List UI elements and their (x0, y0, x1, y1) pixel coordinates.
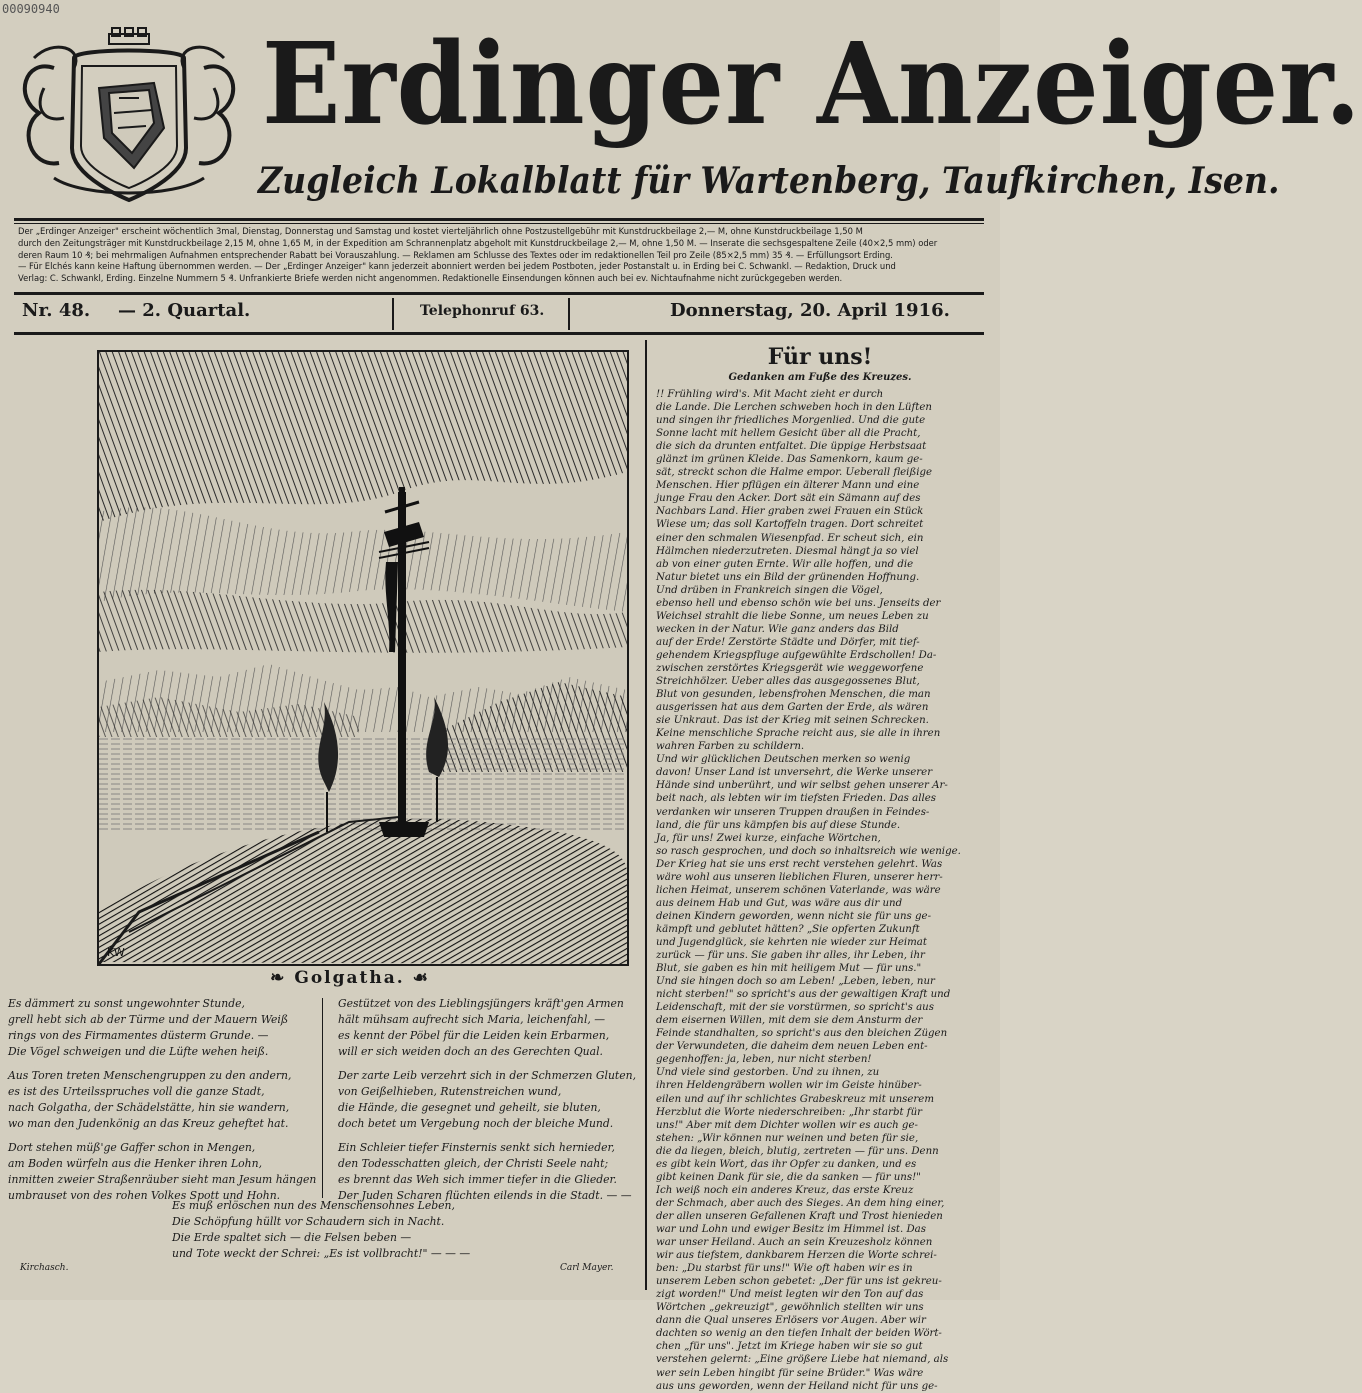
issue-telephone: Telephonruf 63. (420, 303, 545, 319)
article-line: Blut, sie gaben es hin mit heiligem Mut — für uns." (656, 963, 922, 975)
article-line: !! Frühling wird's. Mit Macht zieht er durch (656, 389, 884, 400)
article-line: zwischen zerstörtes Kriegsgerät wie weggeworfene (656, 662, 924, 674)
rule-issue-top (14, 292, 984, 295)
article-line: Streichhölzer. Ueber alles das ausgegossenes Blut, (656, 676, 920, 688)
issue-date: Donnerstag, 20. April 1916. (670, 300, 950, 321)
poem-line: den Todesschatten gleich, der Christi Seele naht; (338, 1157, 609, 1170)
article-line: war unser Heiland. Auch an sein Kreuzesholz können (656, 1237, 933, 1249)
ornament-icon: ❧ (270, 968, 295, 988)
article-line: Hände sind unberührt, und wir selbst gehen unserer Ar- (656, 780, 948, 792)
article-line: zigt worden!" Und meist legten wir den Ton auf das (656, 1289, 924, 1301)
poem-line: Dort stehen müß'ge Gaffer schon in Mengen, (8, 1141, 256, 1154)
article-line: sie Unkraut. Das ist der Krieg mit seinen Schrecken. (656, 715, 929, 727)
poem-line: hält mühsam aufrecht sich Maria, leichenfahl, — (338, 1013, 606, 1026)
article-line: unserem Leben schon gebetet: „Der für uns ist gekreu- (656, 1276, 942, 1288)
poem-divider (322, 998, 323, 1198)
stanza-gap (8, 1132, 316, 1140)
poem-line: Ein Schleier tiefer Finsternis senkt sich hernieder, (338, 1141, 615, 1154)
notice-line: Der „Erdinger Anzeiger" erscheint wöchentlich 3mal, Dienstag, Donnerstag und Samstag und kostet vierteljährlich ohne Postzustellgebühr mit Kunstdruckbeilage 2,— M, ohne Kunstdruckbeilage 1,50 M (18, 226, 863, 236)
stanza-gap (338, 1132, 636, 1140)
article-line: land, die für uns kämpfen bis auf diese Stunde. (656, 819, 901, 831)
article-line: verstehen gelernt: „Eine größere Liebe hat niemand, als (656, 1354, 949, 1366)
poem-line: von Geißelhieben, Rutenstreichen wund, (338, 1085, 562, 1098)
article-line: Und viele sind gestorben. Und zu ihnen, zu (656, 1067, 880, 1079)
article-line: Und wir glücklichen Deutschen merken so wenig (656, 754, 911, 766)
poem-left-column (8, 996, 316, 1204)
poem-line: und Tote weckt der Schrei: „Es ist vollbracht!" — — — (172, 1247, 471, 1260)
poem-line: doch betet um Vergebung noch der bleiche Mund. (338, 1117, 614, 1130)
article-line: gehendem Kriegspfluge aufgewühlte Erdschollen! Da- (656, 649, 937, 661)
issue-divider (392, 298, 394, 330)
notice-line: Verlag: C. Schwankl, Erding. Einzelne Nummern 5 ₰. Unfrankierte Briefe werden nicht angenommen. Redaktionelle Einsendungen können auch bei ev. Nichtaufnahme nicht zurückgegeben werden. (18, 273, 843, 284)
article-line: wer sein Leben hingibt für seine Brüder." Was wäre (656, 1367, 924, 1379)
article-line: chen „für uns". Jetzt im Kriege haben wir sie so gut (656, 1341, 923, 1353)
poem-location: Kirchasch. (20, 1263, 69, 1273)
archive-id: 00090940 (2, 2, 60, 16)
article-line: dann die Qual unseres Erlösers vor Augen. Aber wir (656, 1315, 926, 1327)
article-line: ab von einer guten Ernte. Wir alle hoffen, und die (656, 558, 914, 570)
article-line: wir aus tiefstem, dankbarem Herzen die Worte schrei- (656, 1250, 937, 1262)
article-line: die Lande. Die Lerchen schweben hoch in den Lüften (656, 402, 932, 414)
article-line: dem eisernen Willen, mit dem sie dem Ansturm der (656, 1015, 923, 1027)
issue-divider (568, 298, 570, 330)
illustration-signature: KW (107, 946, 125, 959)
notice-line: durch den Zeitungsträger mit Kunstdruckbeilage 2,15 M, ohne 1,65 M, in der Expedition am Schrannenplatz abgeholt mit Kunstdruckbeilage 2,— M, ohne 1,50 M. — Inserate die sechsgespaltene Zeile (40×2,5 mm) oder (18, 237, 938, 248)
poem-line: am Boden würfeln aus die Henker ihren Lohn, (8, 1157, 262, 1170)
article-line: Leidenschaft, mit der sie vorstürmen, so spricht's aus (656, 1002, 934, 1014)
masthead-subtitle: Zugleich Lokalblatt für Wartenberg, Taufkirchen, Isen. (258, 160, 1280, 202)
article-subtitle: Gedanken am Fuße des Kreuzes. (728, 372, 912, 383)
article-line: davon! Unser Land ist unversehrt, die Werke unserer (656, 767, 933, 779)
article-line: ben: „Du starbst für uns!" Wie oft haben wir es in (656, 1263, 913, 1275)
article-line: verdanken wir unseren Truppen draußen in Feindes- (656, 806, 930, 818)
poem-line: Die Vögel schweigen und die Lüfte wehen heiß. (8, 1045, 269, 1058)
article-line: glänzt im grünen Kleide. Das Samenkorn, kaum ge- (656, 454, 923, 466)
article-line: Keine menschliche Sprache reicht aus, sie alle in ihren (656, 728, 941, 740)
poem-line: grell hebt sich ab der Türme und der Mauern Weiß (8, 1013, 289, 1026)
article-line: Ich weiß noch ein anderes Kreuz, das erste Kreuz (656, 1184, 914, 1196)
town-crest-icon (14, 28, 244, 208)
poem-line: rings von des Firmamentes düsterm Grunde. — (8, 1029, 269, 1042)
article-line: Wiese um; das soll Kartoffeln tragen. Dort schreitet (656, 519, 924, 531)
article-line: Menschen. Hier pflügen ein älterer Mann und eine (656, 480, 920, 492)
article-line: Der Krieg hat sie uns erst recht verstehen gelehrt. Was (656, 858, 943, 870)
article-line: gegenhoffen: ja, leben, nur nicht sterben! (656, 1054, 872, 1066)
article-line: Blut von gesunden, lebensfrohen Menschen, die man (656, 689, 931, 701)
poem-line: Gestützet von des Lieblingsjüngers kräft'gen Armen (338, 997, 624, 1010)
article-line: uns!" Aber mit dem Dichter wollen wir es auch ge- (656, 1119, 918, 1131)
article-line: war und Lohn und ewiger Besitz im Himmel ist. Das (656, 1224, 926, 1235)
article-line: Feinde standhalten, so spricht's aus den bleichen Zügen (656, 1028, 948, 1040)
poem-line: wo man den Judenkönig an das Kreuz geheftet hat. (8, 1117, 289, 1130)
article-line: lichen Heimat, unserem schönen Vaterlande, was wäre (656, 884, 941, 896)
article-line: beit nach, als lebten wir im tiefsten Frieden. Das alles (656, 793, 936, 805)
poem-title-text: Golgatha. (294, 968, 405, 988)
rule-issue-bottom (14, 332, 984, 335)
poem-final-stanza (172, 1198, 470, 1262)
poem-right-column (338, 996, 636, 1204)
poem-line: Die Schöpfung hüllt vor Schaudern sich in Nacht. (172, 1215, 445, 1228)
article-line: der Verwundeten, die daheim dem neuen Leben ent- (656, 1041, 928, 1053)
rule-top-thin (14, 223, 984, 224)
poem-line: Es muß erlöschen nun des Menschensohnes Leben, (172, 1199, 455, 1212)
stanza-gap (8, 1060, 316, 1068)
article-line: und singen ihr friedliches Morgenlied. Und die gute (656, 415, 926, 427)
issue-number: Nr. 48. (22, 300, 91, 321)
article-line: ebenso hell und ebenso schön wie bei uns. Jenseits der (656, 597, 941, 609)
article-line: Wörtchen „gekreuzigt", gewöhnlich stellten wir uns (656, 1302, 924, 1314)
poem-line: Es dämmert zu sonst ungewohnter Stunde, (8, 997, 245, 1010)
article-line: sät, streckt schon die Halme empor. Ueberall fleißige (656, 467, 933, 479)
publication-notice (18, 226, 980, 285)
poem-line: will er sich weiden doch an des Gerechten Qual. (338, 1045, 603, 1058)
poem-line: Aus Toren treten Menschengruppen zu den andern, (8, 1069, 292, 1082)
article-line: stehen: „Wir können nur weinen und beten für sie, (656, 1132, 919, 1144)
article-line: deinen Kindern geworden, wenn nicht sie für uns ge- (656, 910, 932, 922)
poem-title (210, 968, 490, 988)
article-line: junge Frau den Acker. Dort sät ein Sämann auf des (656, 493, 921, 505)
crucifix-landscape-icon (99, 352, 627, 964)
poem-line: es ist des Urteilsspruches voll die ganze Stadt, (8, 1085, 265, 1098)
poem-line: es brennt das Weh sich immer tiefer in die Glieder. (338, 1173, 617, 1186)
article-line: nicht sterben!" so spricht's aus der gewaltigen Kraft und (656, 989, 951, 1001)
ornament-icon: ☙ (404, 968, 430, 988)
issue-quarter: — 2. Quartal. (118, 300, 251, 321)
masthead-title: Erdinger Anzeiger. (262, 19, 1362, 150)
golgatha-illustration (97, 350, 629, 966)
article-line: Natur bietet uns ein Bild der grünenden Hoffnung. (656, 571, 920, 583)
article-line: und Jugendglück, sie kehrten nie wieder zur Heimat (656, 936, 927, 948)
article-line: kämpft und geblutet hätten? „Sie opferten Zukunft (656, 923, 920, 935)
issue-bar (18, 300, 980, 328)
column-divider (645, 340, 647, 1290)
article-line: wäre wohl aus unseren lieblichen Fluren, unserer herr- (656, 871, 943, 883)
article-line: wecken in der Natur. Wie ganz anders das Bild (656, 623, 899, 635)
article-line: der allen unseren Gefallenen Kraft und Trost hienieden (656, 1210, 943, 1222)
article-line: Herzblut die Worte niederschreiben: „Ihr starbt für (656, 1106, 923, 1118)
stanza-gap (338, 1060, 636, 1068)
article-line: Und sie hingen doch so am Leben! „Leben, leben, nur (656, 976, 935, 988)
notice-line: — Für Elchés kann keine Haftung übernommen werden. — Der „Erdinger Anzeiger" kann jederzeit abonniert werden bei jedem Postboten, jeder Postanstalt u. in Erding bei C. Schwankl. — Redaktion, Druck und (18, 261, 896, 272)
article-line: Ja, für uns! Zwei kurze, einfache Wörtchen, (656, 832, 881, 844)
article-line: Sonne lacht mit hellem Gesicht über all die Pracht, (656, 428, 921, 440)
article-line: ihren Heldengräbern wollen wir im Geiste hinüber- (656, 1080, 922, 1092)
article-line: die sich da drunten entfaltet. Die üppige Herbstsaat (656, 441, 927, 453)
article-line: Und drüben in Frankreich singen die Vögel, (656, 584, 883, 596)
article-line: es gibt kein Wort, das ihr Opfer zu danken, und es (656, 1158, 917, 1170)
article-line: einer den schmalen Wiesenpfad. Er scheut sich, ein (656, 532, 924, 544)
poem-line: es kennt der Pöbel für die Leiden kein Erbarmen, (338, 1029, 610, 1042)
poem-line: Der Juden Scharen flüchten eilends in die Stadt. — — (338, 1189, 632, 1202)
article-line: auf der Erde! Zerstörte Städte und Dörfer, mit tief- (656, 636, 920, 648)
poem-line: umbrauset von des rohen Volkes Spott und Hohn. (8, 1189, 281, 1202)
poem-line: Die Erde spaltet sich — die Felsen beben — (172, 1231, 412, 1244)
article-line: der Schmach, aber auch des Sieges. An dem hing einer, (656, 1197, 945, 1209)
article-line: Hälmchen niederzutreten. Diesmal hängt ja so viel (656, 545, 919, 557)
article-line: aus deinem Hab und Gut, was wäre aus dir und (656, 897, 903, 909)
article-line: zurück — für uns. Sie gaben ihr alles, ihr Leben, ihr (656, 950, 925, 962)
poem-line: nach Golgatha, der Schädelstätte, hin sie wandern, (8, 1101, 290, 1114)
poem-line: die Hände, die gesegnet und geheilt, sie bluten, (338, 1101, 601, 1114)
article-line: gibt keinen Dank für sie, die da sanken — für uns!" (656, 1171, 921, 1183)
article-line: Nachbars Land. Hier graben zwei Frauen ein Stück (656, 506, 924, 518)
rule-top (14, 218, 984, 221)
article-line: die da liegen, bleich, blutig, zertreten — für uns. Denn (656, 1145, 939, 1157)
article-line: wahren Farben zu schildern. (656, 741, 805, 753)
article-title: Für uns! (767, 344, 873, 370)
article-line: Weichsel strahlt die liebe Sonne, um neues Leben zu (656, 610, 929, 622)
article-line: eilen und auf ihr schlichtes Grabeskreuz mit unserem (656, 1093, 934, 1105)
poem-line: inmitten zweier Straßenräuber sieht man Jesum hängen (8, 1173, 317, 1186)
article-line: so rasch gesprochen, und doch so inhaltsreich wie wenige. (656, 845, 961, 857)
article-body (656, 388, 980, 1393)
notice-line: deren Raum 10 ₰; bei mehrmaligen Aufnahmen entsprechender Rabatt bei Vorauszahlung. — Reklamen am Schlusse des Textes oder im redaktionellen Teil pro Zeile (85×2,5 mm) 35 ₰. — Erfüllungsort Erding. (18, 249, 893, 260)
poem-line: Der zarte Leib verzehrt sich in der Schmerzen Gluten, (338, 1069, 637, 1082)
article-line: aus uns geworden, wenn der Heiland nicht für uns ge- (656, 1380, 938, 1392)
poem-author: Carl Mayer. (560, 1263, 614, 1273)
article-line: ausgerissen hat aus dem Garten der Erde, als wären (656, 702, 929, 714)
article-line: dachten so wenig an den tiefen Inhalt der beiden Wört- (656, 1328, 942, 1340)
